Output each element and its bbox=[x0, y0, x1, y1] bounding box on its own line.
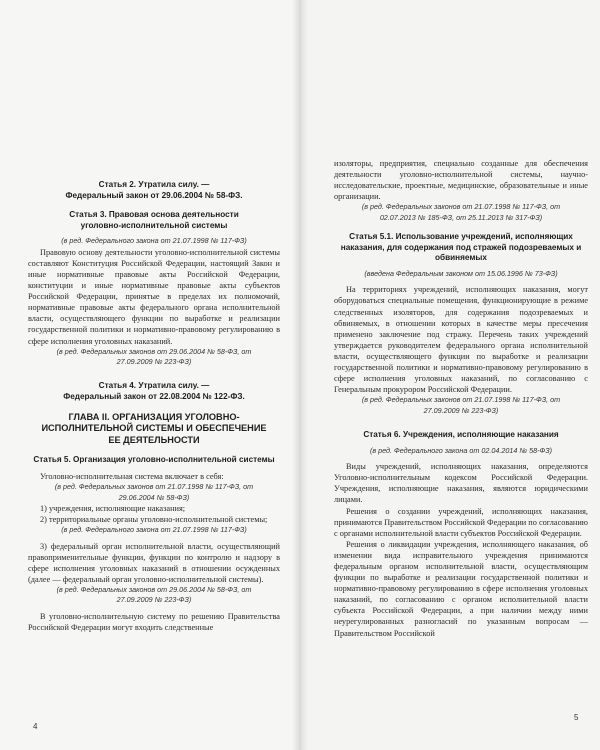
right-page-column bbox=[334, 158, 588, 639]
article-6-edition-note: (в ред. Федерального закона от 02.04.2014 № 58-ФЗ) bbox=[369, 445, 553, 455]
article-5-1-edition-note: (введена Федеральным законом от 15.06.1996 № 73-ФЗ) bbox=[364, 268, 558, 278]
page-number-left: 4 bbox=[33, 722, 38, 731]
article-5-item-1: 1) учреждения, исполняющие наказания; bbox=[40, 503, 186, 513]
article-4-repeal-note: Федеральный закон от 22.08.2004 № 122-ФЗ. bbox=[63, 392, 245, 402]
article-5-item-3: 3) федеральный орган исполнительной власти, осуществляющий правоприменительные функции, функции по контролю и надзору в сфере исполнения уголовных наказаний в отношении осужденных (далее — федеральный орган уголовно-исполнительной системы). bbox=[28, 541, 280, 584]
article-5-edition-note-2: (в ред. Федерального закона от 21.07.1998 № 117-ФЗ) bbox=[61, 525, 247, 535]
article-5-edition-note-3: (в ред. Федеральных законов от 29.06.2004 № 58-ФЗ, от 27.09.2009 № 223-ФЗ) bbox=[56, 584, 252, 605]
article-5-intro: Уголовно-исполнительная система включает в себя: bbox=[40, 472, 224, 481]
article-5-title: Статья 5. Организация уголовно-исполнительной системы bbox=[33, 455, 275, 465]
article-5-1-title: Статья 5.1. Использование учреждений, исполняющих наказания, для содержания под стражей подозреваемых и обвиняемых bbox=[340, 232, 582, 263]
page-number-right: 5 bbox=[574, 713, 579, 722]
article-5-item-2: 2) территориальные органы уголовно-исполнительной системы; bbox=[40, 515, 268, 524]
right-page bbox=[300, 0, 600, 750]
left-page-column bbox=[28, 180, 280, 633]
article-4-title: Статья 4. Утратила силу. — bbox=[98, 381, 210, 391]
article-5-continuation: изоляторы, предприятия, специально созданные для обеспечения деятельности уголовно-исполнительной системы, научно-исследовательские, проектные, медицинские, образовательные и иные организации. bbox=[334, 159, 588, 202]
article-6-paragraph-1: Виды учреждений, исполняющих наказания, определяются Уголовно-исполнительным кодексом Российской Федерации. Учреждения, исполняющие наказания, являются юридическими лицами. bbox=[334, 462, 588, 505]
article-6-title: Статья 6. Учреждения, исполняющие наказания bbox=[363, 430, 559, 440]
article-5-1-text: На территориях учреждений, исполняющих наказания, могут оборудоваться специальные помещения, функционирующие в режиме следственных изоляторов, для содержания подозреваемых и обвиняемых, в отношении которых в качестве меры пресечения применено заключение под стражу. Перечень таких учреждений утверждается руководителем федерального органа исполнительной власти, осуществляющего функции по выработке и реализации государственной политики и нормативно-правовому регулированию в сфере исполнения уголовных наказаний, по согласованию с Генеральным прокурором Российской Федерации. bbox=[334, 285, 588, 395]
article-5-continuation-edition-note: (в ред. Федеральных законов от 21.07.1998 № 117-ФЗ, от 02.07.2013 № 185-ФЗ, от 25.11.2013 № 317-ФЗ) bbox=[361, 202, 561, 222]
article-6-paragraph-2: Решения о создании учреждений, исполняющих наказания, принимаются Правительством Российской Федерации по согласованию с органами исполнительной власти субъектов Российской Федерации. bbox=[334, 506, 588, 538]
article-5-edition-note-1: (в ред. Федеральных законов от 21.07.1998 № 117-ФЗ, от 29.06.2004 № 58-ФЗ) bbox=[54, 482, 254, 502]
article-2-title: Статья 2. Утратила силу. — bbox=[98, 180, 210, 189]
article-3-edition-note: (в ред. Федерального закона от 21.07.1998 № 117-ФЗ) bbox=[61, 236, 247, 246]
article-2-repeal-note: Федеральный закон от 29.06.2004 № 58-ФЗ. bbox=[65, 190, 243, 200]
article-5-1-edition-note-2: (в ред. Федеральных законов от 21.07.1998 № 117-ФЗ, от 27.09.2009 № 223-ФЗ) bbox=[361, 395, 561, 415]
chapter-2-title: ГЛАВА II. ОРГАНИЗАЦИЯ УГОЛОВНО-ИСПОЛНИТЕЛЬНОЙ СИСТЕМЫ И ОБЕСПЕЧЕНИЕ ЕЕ ДЕЯТЕЛЬНОСТИ bbox=[41, 411, 267, 445]
book-gutter bbox=[292, 0, 308, 750]
article-6-paragraph-3: Решения о ликвидации учреждения, исполняющего наказания, об изменении вида исправительного учреждения принимаются федеральным органом исполнительной власти, осуществляющим функции по выработке и реализации государственной политики и нормативно-правовому регулированию в сфере исполнения уголовных наказаний, по согласованию с органом исполнительной власти субъекта Российской Федерации, а при наличии между ними неурегулированных разногласий по указанным вопросам — Правительством Российской bbox=[334, 539, 588, 638]
article-3-text: Правовую основу деятельности уголовно-исполнительной системы составляют Конституция Российской Федерации, настоящий Закон и иные нормативные правовые акты Российской Федерации, конституции и иные нормативные правовые акты субъектов Российской Федерации, принятые в пределах их полномочий, нормативные правовые акты федерального органа исполнительной власти, осуществляющего функции по выработке и реализации государственной политики и нормативно-правовому регулированию в сфере исполнения уголовных наказаний. bbox=[28, 247, 280, 346]
article-5-text-continued: В уголовно-исполнительную систему по решению Правительства Российской Федерации могут входить следственные bbox=[28, 611, 280, 632]
article-3-edition-note-2: (в ред. Федеральных законов от 29.06.2004 № 58-ФЗ, от 27.09.2009 № 223-ФЗ) bbox=[56, 346, 252, 367]
article-3-title: Статья 3. Правовая основа деятельности уголовно-исполнительной системы bbox=[69, 210, 239, 230]
